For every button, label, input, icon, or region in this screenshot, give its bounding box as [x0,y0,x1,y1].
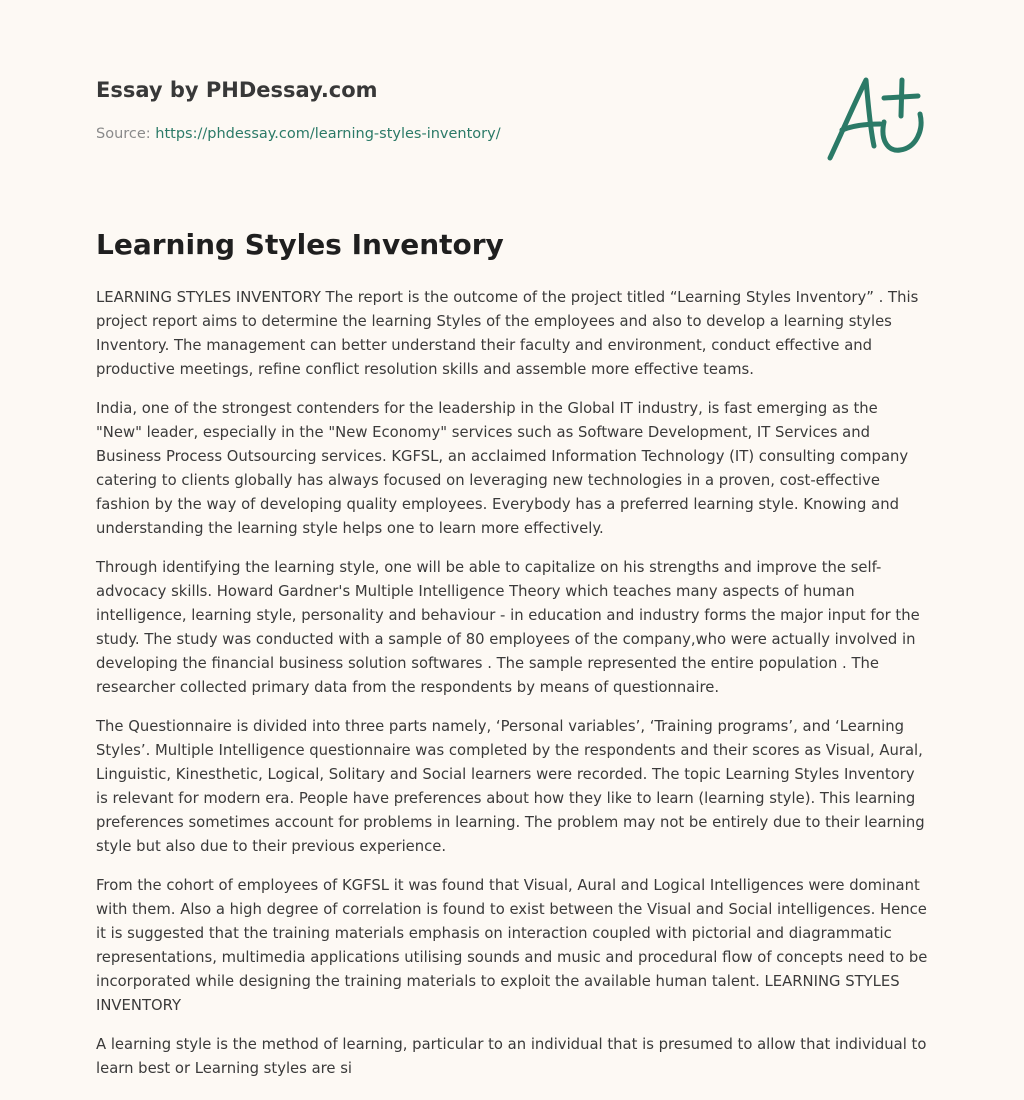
source-label: Source: [96,126,151,142]
article-paragraph: India, one of the strongest contenders for the leadership in the Global IT industry, is fast emerging as the "New" leader, especially in the "New Economy" services such as Software Development, IT Services and Business Process Outsourcing services. KGFSL, an acclaimed Information Technology (IT) consulting company catering to clients globally has always focused on leveraging new technologies in a proven, cost-effective fashion by the way of developing quality employees. Everybody has a preferred learning style. Knowing and understanding the learning style helps one to learn more effectively. [96,400,909,537]
article-paragraph: From the cohort of employees of KGFSL it was found that Visual, Aural and Logical Intelligences were dominant with them. Also a high degree of correlation is found to exist between the Visual and Social intelligences. Hence it is suggested that the training materials emphasis on interaction coupled with pictorial and diagrammatic representations, multimedia applications utilising sounds and music and procedural flow of concepts need to be incorporated while designing the training materials to exploit the available human talent. LEARNING STYLES INVENTORY [96,877,928,1014]
article-paragraph: A learning style is the method of learning, particular to an individual that is presumed to allow that individual to learn best or Learning styles are si [96,1036,927,1077]
article-paragraph: Through identifying the learning style, one will be able to capitalize on his strengths and improve the self-advocacy skills. Howard Gardner's Multiple Intelligence Theory which teaches many aspects of human intelligence, learning style, personality and behaviour - in education and industry forms the major input for the study. The study was conducted with a sample of 80 employees of the company,who were actually involved in developing the financial business solution softwares . The sample represented the entire population . The researcher collected primary data from the respondents by means of questionnaire. [96,559,920,696]
source-line [96,124,928,144]
source-link[interactable]: https://phdessay.com/learning-styles-inventory/ [155,126,501,142]
a-plus-logo-icon [822,66,930,166]
essay-header [96,74,928,164]
article-paragraph: The Questionnaire is divided into three parts namely, ‘Personal variables’, ‘Training programs’, and ‘Learning Styles’. Multiple Intelligence questionnaire was completed by the respondents and their scores as Visual, Aural, Linguistic, Kinesthetic, Logical, Solitary and Social learners were recorded. The topic Learning Styles Inventory is relevant for modern era. People have preferences about how they like to learn (learning style). This learning preferences sometimes account for problems in learning. The problem may not be entirely due to their learning style but also due to their previous experience. [96,718,925,855]
article-paragraph: LEARNING STYLES INVENTORY The report is the outcome of the project titled “Learning Styles Inventory” . This project report aims to determine the learning Styles of the employees and also to develop a learning styles Inventory. The management can better understand their faculty and environment, conduct effective and productive meetings, refine conflict resolution skills and assemble more effective teams. [96,289,919,378]
article [96,226,928,1096]
site-title: Essay by PHDessay.com [96,78,378,102]
article-title: Learning Styles Inventory [96,228,504,261]
